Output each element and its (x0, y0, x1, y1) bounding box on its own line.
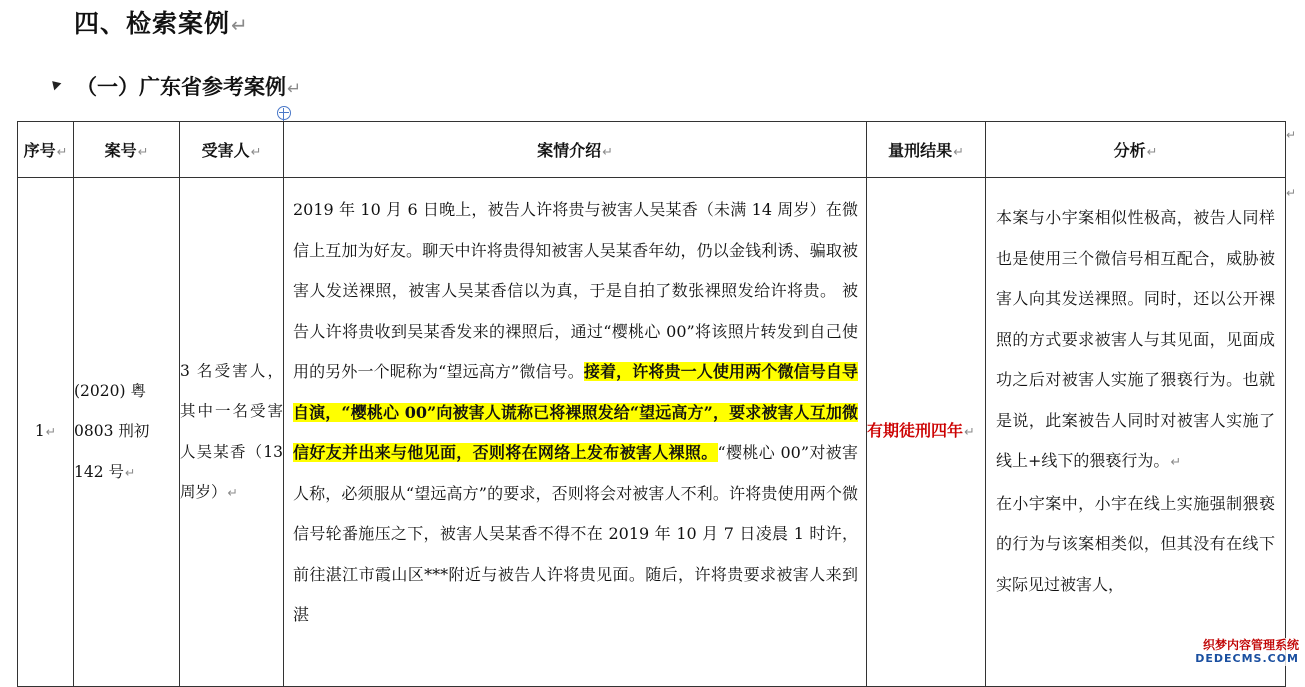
row-end-mark-icon: ↵ (1286, 128, 1297, 142)
case-table (17, 121, 1286, 687)
header-case-no: 案号↵ (74, 122, 180, 178)
table-header-row (18, 122, 1286, 178)
paragraph-mark-icon: ↵ (231, 13, 249, 37)
watermark: 织梦内容管理系统 DEDECMS.COM (1195, 638, 1299, 665)
table-move-handle-icon[interactable] (277, 106, 291, 120)
header-details: 案情介绍↵ (284, 122, 867, 178)
cell-sentence[interactable]: 有期徒刑四年↵ (867, 178, 986, 687)
details-text-continued: “樱桃心 00”对被害人称，必须服从“望远高方”的要求，否则将会对被害人不利。许将贵使用两个微信号轮番施压之下，被害人吴某香不得不在 2019 年 10 月 7 日凌晨 1 时许，前往湛江市霞山区***附近与被告人许将贵见面。随后，许将贵要求被害人来到湛 (293, 443, 858, 624)
analysis-text: 本案与小宇案相似性极高，被告人同样也是使用三个微信号相互配合，威胁被害人向其发送裸照。同时，还以公开裸照的方式要求被害人与其见面，见面成功之后对被害人实施了猥亵行为。也就是说，此案被告人同时对被害人实施了线上+线下的猥亵行为。 (996, 208, 1275, 470)
header-victim: 受害人↵ (180, 122, 284, 178)
cell-details[interactable] (284, 178, 867, 687)
collapse-triangle-icon[interactable] (49, 78, 62, 91)
paragraph-mark-icon: ↵ (287, 78, 302, 98)
section-heading: 四、检索案例↵ (74, 9, 249, 38)
details-text: 2019 年 10 月 6 日晚上，被告人许将贵与被害人吴某香（未满 14 周岁）在微信上互加为好友。聊天中许将贵得知被害人吴某香年幼，仍以金钱利诱、骗取被害人发送裸照，被害人吴某香信以为真，于是自拍了数张裸照发给许将贵。 被告人许将贵收到吴某香发来的裸照后，通过“樱桃心 00”将该照片转发到自己使用的另外一个昵称为“望远高方”微信号。 (293, 200, 858, 381)
table-row (18, 178, 1286, 687)
row-end-mark-icon: ↵ (1286, 186, 1297, 200)
header-sentence: 量刑结果↵ (867, 122, 986, 178)
cell-victim[interactable]: 3 名受害人，其中一名受害人吴某香（13 周岁）↵ (180, 178, 284, 687)
details-highlighted-text: 接着，许将贵一人使用两个微信号自导自演，“樱桃心 00”向被害人谎称已将裸照发给“望远高方”，要求被害人互加微信好友并出来与他见面，否则将在网络上发布被害人裸照。 (293, 362, 858, 462)
cell-no[interactable]: 1↵ (18, 178, 74, 687)
subsection-heading: （一）广东省参考案例↵ (76, 75, 302, 99)
header-analysis: 分析↵ (986, 122, 1286, 178)
header-no: 序号↵ (18, 122, 74, 178)
cell-analysis[interactable]: 本案与小宇案相似性极高，被告人同样也是使用三个微信号相互配合，威胁被害人向其发送裸照。同时，还以公开裸照的方式要求被害人与其见面，见面成功之后对被害人实施了猥亵行为。也就是说，此案被告人同时对被害人实施了线上+线下的猥亵行为。↵ 在小宇案中，小宇在线上实施强制猥亵的行为与该案相类似，但其没有在线下实际见过被害人， (986, 178, 1286, 687)
analysis-text-continued: 在小宇案中，小宇在线上实施强制猥亵的行为与该案相类似，但其没有在线下实际见过被害人， (996, 493, 1275, 594)
cell-case-no[interactable]: (2020) 粤 0803 刑初 142 号↵ (74, 178, 180, 687)
